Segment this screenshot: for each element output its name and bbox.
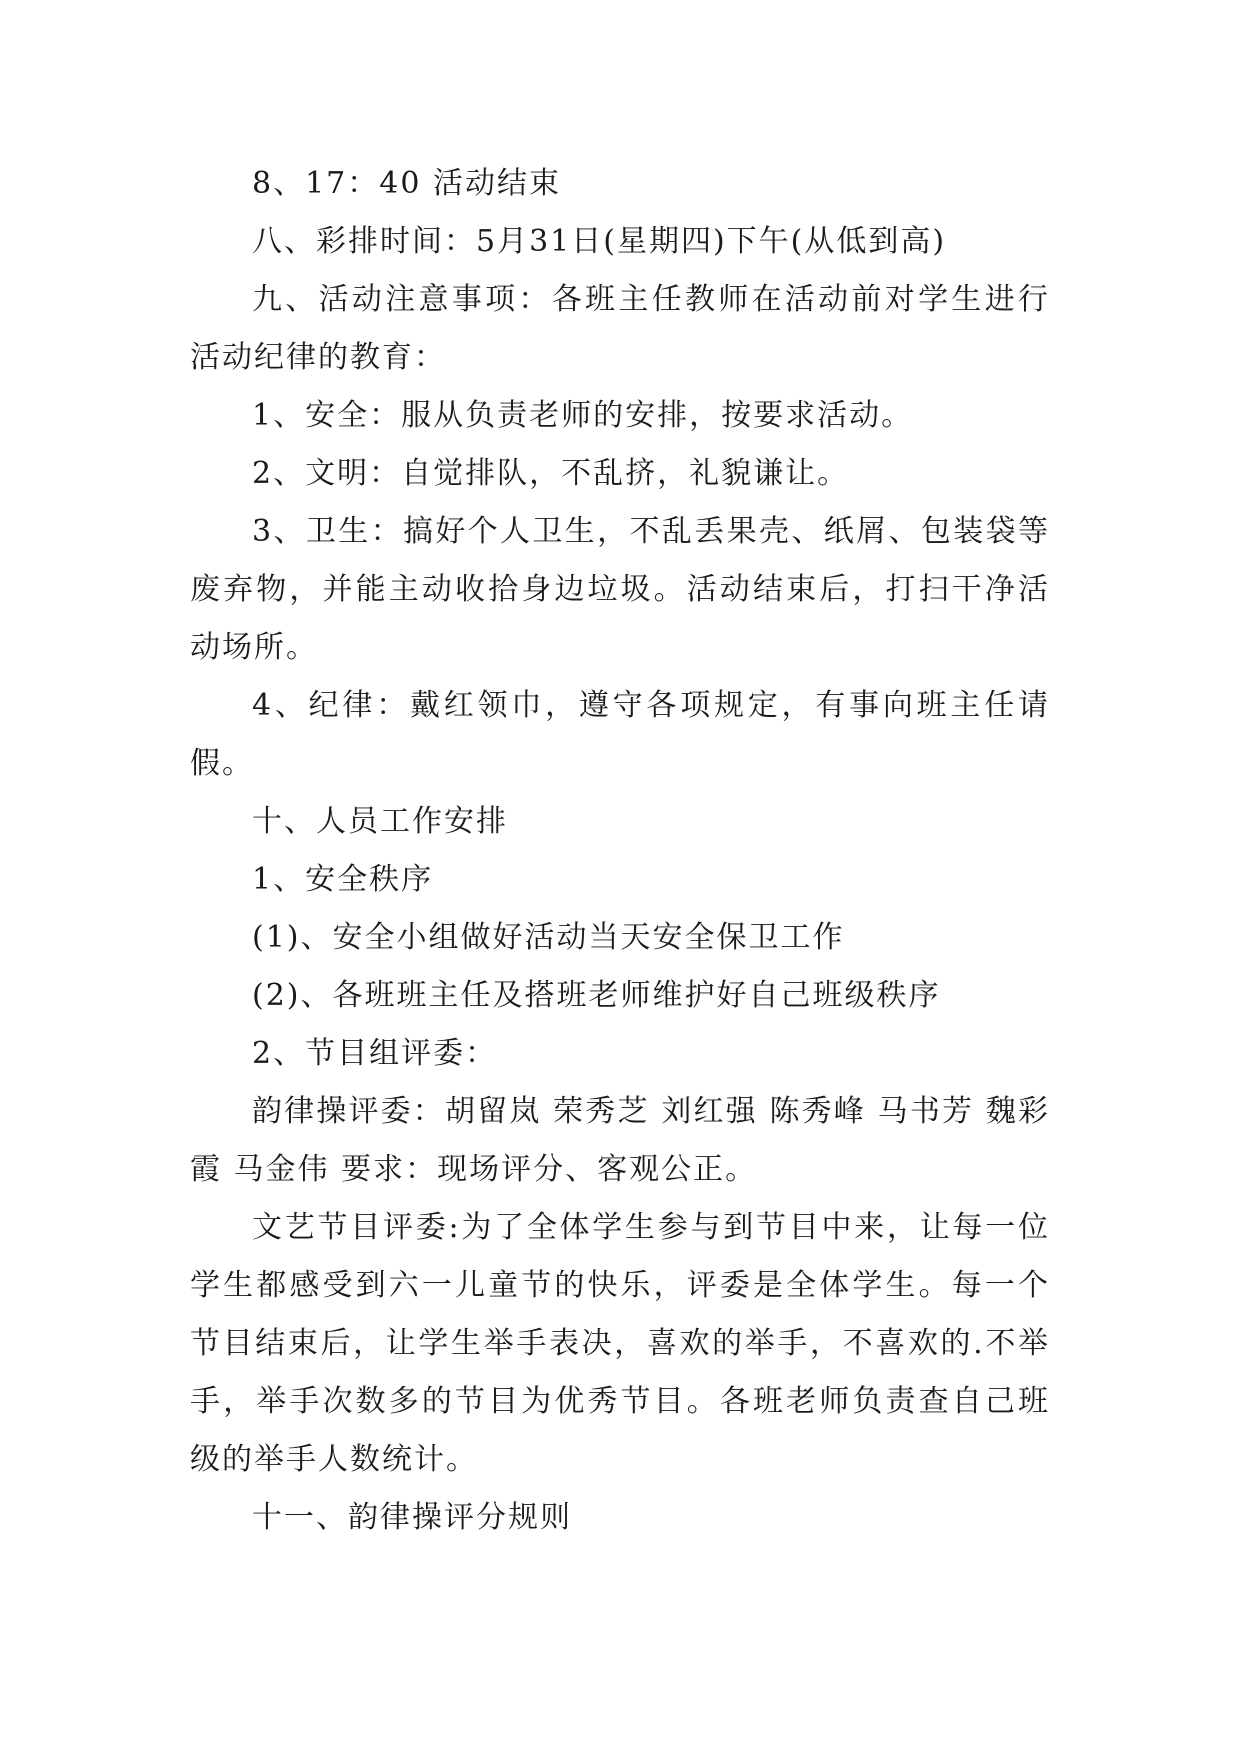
paragraph-judges-heading: 2、节目组评委： xyxy=(252,1036,498,1071)
paragraph-class-order: (2)、各班班主任及搭班老师维护好自己班级秩序 xyxy=(252,978,941,1013)
paragraph-discipline: 4、纪律：戴红领巾，遵守各项规定，有事向班主任请假。 xyxy=(190,688,1050,781)
paragraph-hygiene: 3、卫生：搞好个人卫生，不乱丢果壳、纸屑、包装袋等废弃物，并能主动收拾身边垃圾。活动结束后，打扫干净活动场所。 xyxy=(190,514,1050,665)
paragraph-rhythm-judges: 韵律操评委：胡留岚 荣秀芝 刘红强 陈秀峰 马书芳 魏彩霞 马金伟 要求：现场评分、客观公正。 xyxy=(190,1094,1050,1187)
paragraph-scoring-rules-heading: 十一、韵律操评分规则 xyxy=(252,1500,572,1535)
paragraph-safety-order: 1、安全秩序 xyxy=(252,862,434,897)
paragraph-activity-end: 8、17：40 活动结束 xyxy=(252,166,561,201)
paragraph-notes-heading: 九、活动注意事项：各班主任教师在活动前对学生进行活动纪律的教育： xyxy=(190,282,1050,375)
paragraph-safety: 1、安全：服从负责老师的安排，按要求活动。 xyxy=(252,398,914,433)
document-page xyxy=(190,155,1050,1547)
paragraph-staff-heading: 十、人员工作安排 xyxy=(252,804,508,839)
paragraph-rehearsal-time: 八、彩排时间：5月31日(星期四)下午(从低到高) xyxy=(252,224,947,259)
paragraph-art-judges: 文艺节目评委:为了全体学生参与到节目中来，让每一位学生都感受到六一儿童节的快乐，评委是全体学生。每一个节目结束后，让学生举手表决，喜欢的举手，不喜欢的.不举手，举手次数多的节目为优秀节目。各班老师负责查自己班级的举手人数统计。 xyxy=(190,1210,1050,1477)
paragraph-civility: 2、文明：自觉排队，不乱挤，礼貌谦让。 xyxy=(252,456,850,491)
paragraph-safety-team: (1)、安全小组做好活动当天安全保卫工作 xyxy=(252,920,845,955)
